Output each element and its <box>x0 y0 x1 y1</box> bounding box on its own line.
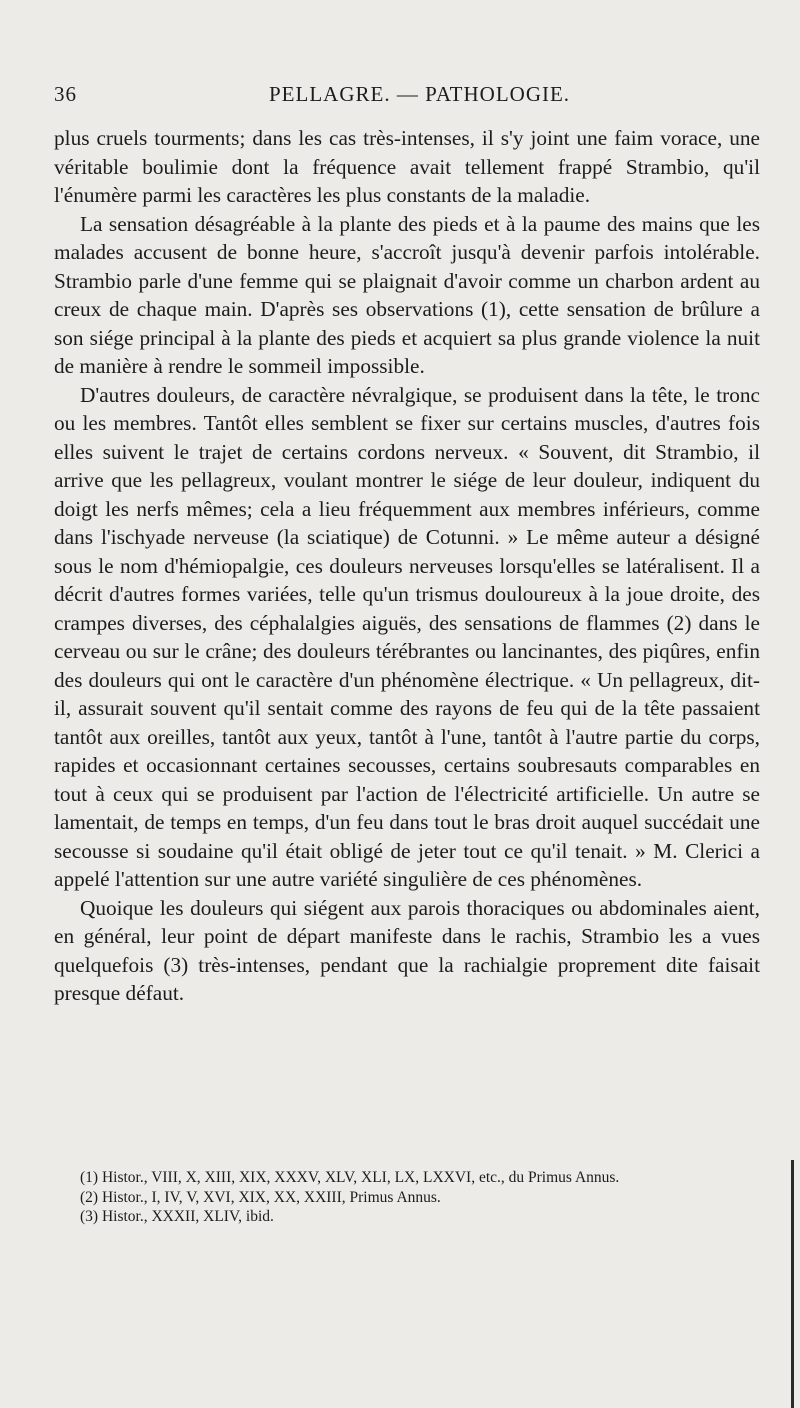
page-number: 36 <box>54 82 77 106</box>
body-text <box>54 124 760 1008</box>
footnote: (2) Histor., I, IV, V, XVI, XIX, XX, XXIII, Primus Annus. <box>80 1188 441 1206</box>
footnotes <box>54 1168 760 1227</box>
footnote: (1) Histor., VIII, X, XIII, XIX, XXXV, XLV, XLI, LX, LXXVI, etc., du Primus Annus. <box>80 1169 620 1186</box>
footnote: (3) Histor., XXXII, XLIV, ibid. <box>80 1208 274 1225</box>
running-header <box>54 82 760 108</box>
paragraph: plus cruels tourments; dans les cas très-intenses, il s'y joint une faim vorace, une véritable boulimie dont la fréquence avait tellement frappé Strambio, qu'il l'énumère parmi les caractères les plus constants de la maladie. <box>54 126 760 207</box>
running-title: PELLAGRE. — PATHOLOGIE. <box>269 82 571 106</box>
page-edge-shadow <box>791 1160 794 1408</box>
paragraph: La sensation désagréable à la plante des pieds et à la paume des mains que les malades accusent de bonne heure, s'accroît jusqu'à devenir parfois intolérable. Strambio parle d'une femme qui se plaignait d'avoir comme un charbon ardent au creux de chaque main. D'après ses observations (1), cette sensation de brûlure a son siége principal à la plante des pieds et acquiert sa plus grande violence la nuit de manière à rendre le sommeil impossible. <box>54 211 760 378</box>
paragraph: Quoique les douleurs qui siégent aux parois thoraciques ou abdominales aient, en général, leur point de départ manifeste dans le rachis, Strambio les a vues quelquefois (3) très-intenses, pendant que la rachialgie proprement dite faisait presque défaut. <box>54 895 760 1005</box>
paragraph: D'autres douleurs, de caractère névralgique, se produisent dans la tête, le tronc ou les membres. Tantôt elles semblent se fixer sur certains muscles, d'autres fois elles suivent le trajet de certains cordons nerveux. « Souvent, dit Strambio, il arrive que les pellagreux, voulant montrer le siége de leur douleur, indiquent du doigt les nerfs mêmes; cela a lieu fréquemment aux membres inférieurs, comme dans l'ischyade nerveuse (la sciatique) de Cotunni. » Le même auteur a désigné sous le nom d'hémiopalgie, ces douleurs nerveuses lorsqu'elles se latéralisent. Il a décrit d'autres formes variées, telle qu'un trismus douloureux à la joue droite, des crampes diverses, des céphalalgies aiguës, des sensations de flammes (2) dans le cerveau ou sur le crâne; des douleurs térébrantes ou lancinantes, des piqûres, enfin des douleurs qui ont le caractère d'un phénomène électrique. « Un pellagreux, dit-il, assurait souvent qu'il sentait comme des rayons de feu qui de la tête passaient tantôt aux oreilles, tantôt aux yeux, tantôt à l'une, tantôt à l'autre partie du corps, rapides et occasionnant certaines secousses, certains soubresauts comparables en tout à ceux qui se produisent par l'action de l'électricité artificielle. Un autre se lamentait, de temps en temps, d'un feu dans tout le bras droit auquel succédait une secousse si soudaine qu'il était obligé de jeter tout ce qu'il tenait. » M. Clerici a appelé l'attention sur une autre variété singulière de ces phénomènes. <box>54 382 760 891</box>
